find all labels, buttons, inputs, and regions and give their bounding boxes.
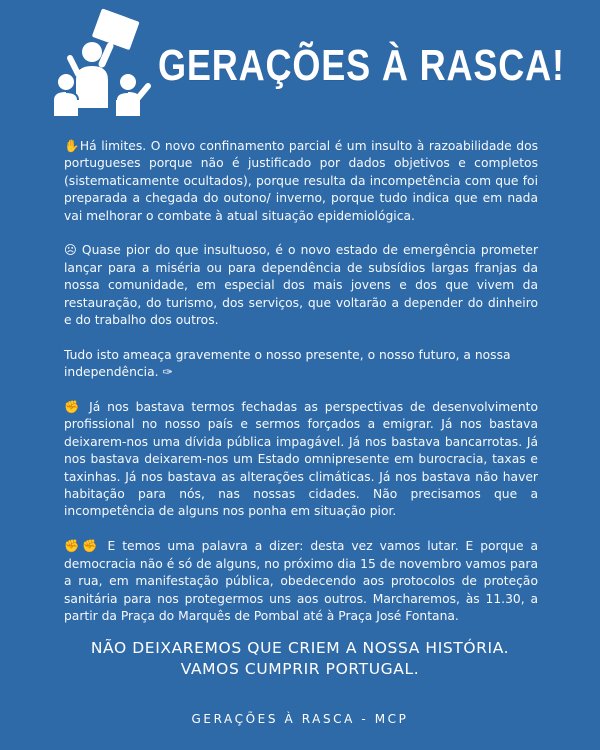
header <box>0 0 600 120</box>
footer-signature: GERAÇÕES À RASCA - MCP <box>191 712 409 726</box>
paragraph: Tudo isto ameaça gravemente o nosso presente, o nosso futuro, a nossa independência. ✑ <box>64 347 511 380</box>
slogan-line: NÃO DEIXAREMOS QUE CRIEM A NOSSA HISTÓRIA. <box>90 639 510 657</box>
paragraph: ✊ Já nos bastava termos fechadas as perspectivas de desenvolvimento profissional no nosso país e sermos forçados a emigrar. Já nos bastava deixarem-nos uma dívida pública impagável. Já nos bastava bancarrotas. Já nos bastava deixarem-nos um Estado omnipresente em burocracia, taxas e taxinhas. Já nos bastava as alterações climáticas. Já nos bastava não haver habitação para nós, nas nossas cidades. Não precisamos que a incompetência de alguns nos ponha em situação pior. <box>64 400 538 519</box>
protest-crowd-icon <box>52 8 152 120</box>
manifesto-text <box>64 138 538 625</box>
paragraph: ✊✊ E temos uma palavra a dizer: desta vez vamos lutar. E porque a democracia não é só de alguns, no próximo dia 15 de novembro vamos para a rua, em manifestação pública, obedecendo aos protocolos de proteção sanitária para nos protegermos uns aos outros. Marcharemos, às 11.30, a partir da Praça do Marquês de Pombal até à Praça José Fontana. <box>64 539 538 623</box>
slogan <box>0 638 600 680</box>
paragraph: ☹ Quase pior do que insultuoso, é o novo estado de emergência prometer lançar para a miséria ou para dependência de subsídios largas franjas da nossa comunidade, em especial dos mais jovens e dos que vivem da restauração, do turismo, dos serviços, que voltarão a depender do dinheiro e do trabalho dos outros. <box>64 243 538 328</box>
paragraph: ✋Há limites. O novo confinamento parcial é um insulto à razoabilidade dos portugueses porque não é justificado por dados objetivos e completos (sistematicamente ocultados), porque resulta da incompetência com que foi preparada a chegada do outono/ inverno, porque tudo indica que em nada vai melhorar o combate à atual situação epidemiológica. <box>64 139 538 223</box>
page-title: GERAÇÕES À RASCA! <box>158 41 565 90</box>
slogan-line: VAMOS CUMPRIR PORTUGAL. <box>180 660 420 678</box>
